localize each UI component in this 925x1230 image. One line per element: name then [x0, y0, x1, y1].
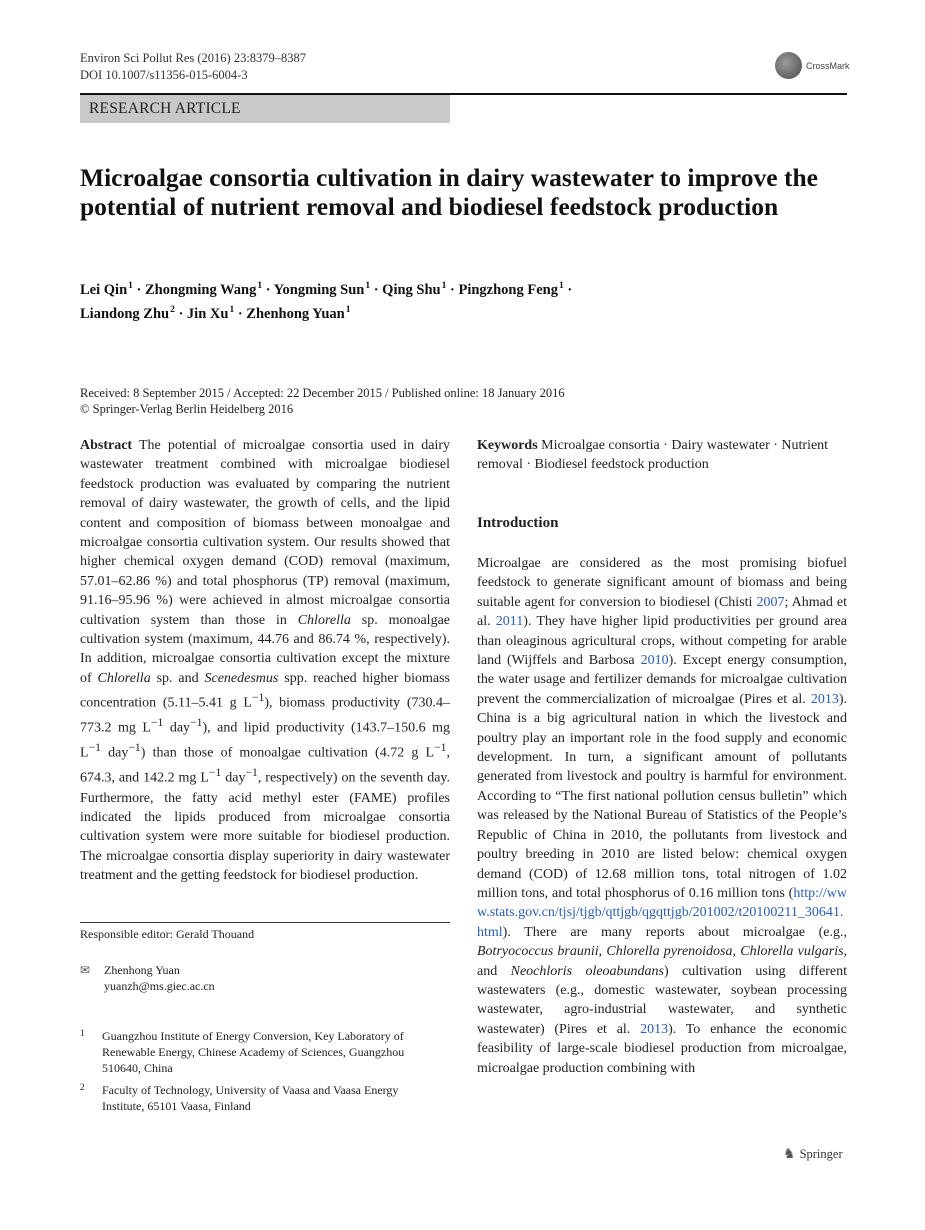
envelope-icon: ✉ — [80, 963, 91, 977]
citation-link[interactable]: 2013 — [640, 1021, 669, 1037]
affiliation — [80, 1028, 450, 1076]
citation-link[interactable]: 2007 — [756, 594, 785, 610]
crossmark-label: CrossMark — [806, 60, 850, 71]
corresponding-author — [80, 962, 215, 994]
affiliation — [80, 1082, 450, 1114]
abstract-label: Abstract — [80, 438, 133, 453]
author[interactable]: Liandong Zhu$^2$ — [80, 304, 175, 322]
article-type-banner: RESEARCH ARTICLE — [80, 95, 450, 123]
affiliation-number: 2 — [80, 1083, 85, 1093]
keywords: Keywords Microalgae consortia · Dairy wastewater · Nutrient removal · Biodiesel feedstock production — [477, 438, 829, 473]
publisher-name: Springer — [799, 1147, 843, 1161]
citation-link[interactable]: 2013 — [810, 691, 839, 707]
publisher-logo — [783, 1146, 843, 1163]
author[interactable]: Pingzhong Feng$^1$ — [458, 281, 564, 298]
introduction-heading: Introduction — [477, 515, 559, 531]
journal-citation: Environ Sci Pollut Res (2016) 23:8379–8387 — [80, 51, 307, 65]
author[interactable]: Zhenhong Yuan$^1$ — [246, 304, 351, 322]
corresponding-name: Zhenhong Yuan — [104, 963, 180, 977]
history-dates: Received: 8 September 2015 / Accepted: 22 December 2015 / Published online: 18 January 2016 — [80, 386, 565, 400]
author[interactable]: Zhongming Wang$^1$ — [144, 281, 263, 298]
author[interactable]: Qing Shu$^1$ — [382, 281, 447, 298]
keywords-label: Keywords — [477, 438, 538, 453]
copyright: © Springer-Verlag Berlin Heidelberg 2016 — [80, 402, 294, 416]
citation-link[interactable]: 2011 — [495, 614, 524, 630]
responsible-editor: Responsible editor: Gerald Thouand — [80, 927, 255, 941]
journal-info — [80, 50, 306, 84]
author[interactable]: Lei Qin$^1$ — [80, 281, 133, 298]
affiliation-number: 1 — [80, 1029, 85, 1039]
abstract: Abstract The potential of microalgae consortia used in dairy wastewater treatment combined with microalgae biodiesel feedstock production was evaluated by comparing the nutrient removal of dairy wastewater, the growth of cells, and the lipid content and composition of biomass between monoalgae and microalgae consortia cultivation system. Our results showed that higher chemical oxygen demand (COD) removal (maximum, 57.01–62.86 %) and total phosphorus (TP) removal (maximum, 91.16–95.96 %) were achieved in almost microalgae consortia cultivation system than those in Chlorella sp. monoalgae cultivation system (maximum, 44.76 and 86.74 %, respectively). In addition, microalgae consortia cultivation except the mixture of Chlorella sp. and Scenedesmus spp. reached higher biomass concentration (5.11–5.41 g $L^{-1}$), biomass productivity (730.4–773.2 mg $L^{-1}$ day$^{-1}$), and lipid productivity (143.7–150.6 mg $L^{-1}$ day$^{-1}$) than those of monoalgae cultivation (4.72 g $L^{-1}$, 674.3, and 142.2 mg $L^{-1}$ day$^{-1}$, respectively) on the seventh day. Furthermore, the fatty acid methyl ester (FAME) profiles indicated the lipids produced from microalgae consortia cultivation system were more suitable for biodiesel production. The microalgae consortia display superiority in dairy wastewater treatment and the getting feedstock for biodiesel production. — [80, 438, 451, 884]
crossmark-badge[interactable] — [775, 52, 850, 79]
doi: DOI 10.1007/s11356-015-6004-3 — [80, 68, 248, 82]
stats-url-link[interactable]: http://www.stats.gov.cn/tjsj/tjgb/qttjgb/qgqttjgb/201002/t20100211_30641.html — [477, 885, 847, 940]
citation-link[interactable]: 2010 — [640, 653, 669, 669]
corresponding-email[interactable]: yuanzh@ms.giec.ac.cn — [104, 979, 215, 993]
article-title: Microalgae consortia cultivation in dairy wastewater to improve the potential of nutrient removal and biodiesel feedstock production — [80, 163, 818, 221]
footnote-rule — [80, 922, 450, 923]
author[interactable]: Jin Xu$^1$ — [186, 304, 235, 322]
affiliation-text: Guangzhou Institute of Energy Conversion, Key Laboratory of Renewable Energy, Chinese Academy of Sciences, Guangzhou 510640, China — [102, 1029, 405, 1075]
author[interactable]: Yongming Sun$^1$ — [273, 281, 371, 298]
author-list: Lei Qin$^1$ · Zhongming Wang$^1$ · Yongming Sun$^1$ · Qing Shu$^1$ · Pingzhong Feng$^1$ · Liandong Zhu$^2$ · Jin Xu$^1$ · Zhenhong Yuan$^1$ — [80, 281, 573, 322]
affiliation-text: Faculty of Technology, University of Vaasa and Vaasa Energy Institute, 65101 Vaasa, Finland — [102, 1083, 399, 1113]
publication-dates — [80, 385, 840, 417]
crossmark-icon — [775, 52, 802, 79]
introduction-text: Microalgae are considered as the most promising biofuel feedstock to generate significant amount of biomass and being suitable agent for conversion to biodiesel (Chisti 2007; Ahmad et al. 2011). They have higher lipid productivities per ground area than oleaginous agricultural crops, without competing for arable land (Wijffels and Barbosa 2010). Except energy consumption, the water usage and fertilizer demands for microalgae cultivation prevent the commercialization of microalgae (Pires et al. 2013). China is a big agricultural nation in which the livestock and poultry play an important role in the food supply and economic development. In turn, a significant amount of pollutants generated from livestock and poultry is harmful for environment. According to “The first national pollution census bulletin” which was released by the National Bureau of Statistics of the People’s Republic of China in 2010, the pollutants from livestock and poultry breeding in 2010 are listed below: chemical oxygen demand (COD) of 12.68 million tons, total nitrogen of 1.02 million tons, and total phosphorus of 0.16 million tons (http://www.stats.gov.cn/tjsj/tjgb/qttjgb/qgqttjgb/201002/t20100211_30641.html). There are many reports about microalgae (e.g., Botryococcus braunii, Chlorella pyrenoidosa, Chlorella vulgaris, and Neochloris oleoabundans) cultivation using different wastewaters (e.g., domestic wastewater, soybean processing wastewater, agro-industrial wastewater, and synthetic wastewater) (Pires et al. 2013). To enhance the economic feasibility of large-scale biodiesel production from microalgae, microalgae production combining with — [477, 556, 848, 1076]
springer-horse-icon: ♞ — [783, 1147, 796, 1162]
